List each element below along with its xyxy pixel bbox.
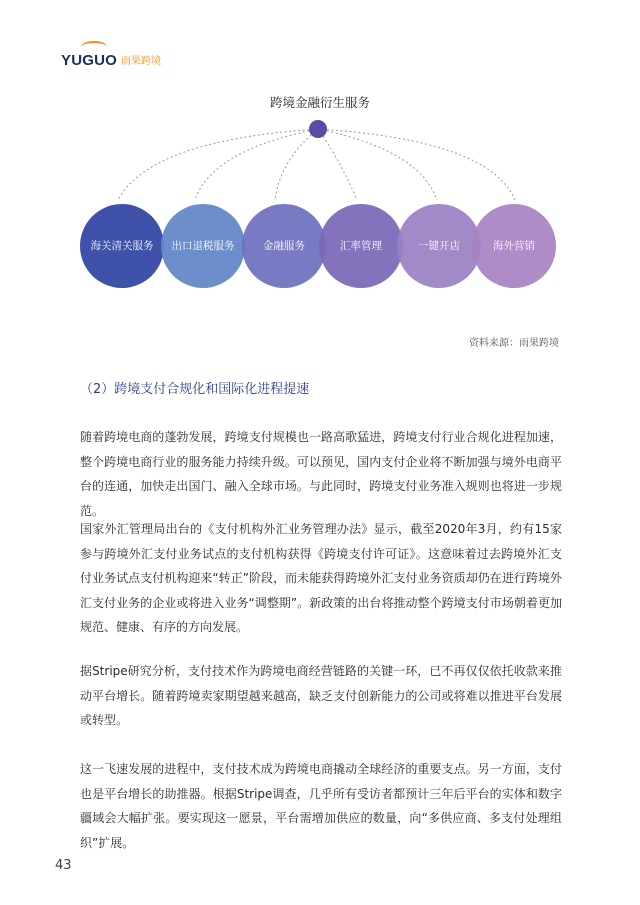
connector-line-5 bbox=[318, 129, 437, 200]
paragraph-1: 随着跨境电商的蓬勃发展，跨境支付规模也一路高歌猛进，跨境支付行业合规化进程加速，整个跨境电商行业的服务能力持续升级。可以预见，国内支付企业将不断加强与境外电商平台的连通，加快走出国门、融入全球市场。与此同时，跨境支付业务准入规则也将进一步规范。 bbox=[80, 430, 562, 518]
service-label-marketing: 海外营销 bbox=[493, 240, 535, 252]
connector-line-3 bbox=[275, 129, 318, 200]
services-diagram bbox=[0, 0, 640, 310]
connector-line-4 bbox=[318, 129, 357, 200]
connector-line-1 bbox=[118, 129, 318, 200]
service-label-store: 一键开店 bbox=[418, 240, 460, 252]
hub-circle bbox=[309, 120, 327, 138]
service-label-tax-refund: 出口退税服务 bbox=[171, 240, 235, 252]
logo-brand-text: YUGUO bbox=[61, 52, 118, 69]
diagram-source: 资料来源：雨果跨境 bbox=[469, 338, 559, 349]
logo-brand-cn: 雨果跨境 bbox=[121, 56, 162, 67]
diagram-title: 跨境金融衍生服务 bbox=[269, 95, 370, 110]
service-label-customs: 海关清关服务 bbox=[90, 240, 154, 252]
paragraph-4: 这一飞速发展的进程中，支付技术成为跨境电商撬动全球经济的重要支点。另一方面，支付也是平台增长的助推器。根据Stripe调查，几乎所有受访者都预计三年后平台的实体和数字疆域会大幅扩张。要实现这一愿景，平台需增加供应的数量，向“多供应商、多支付处理组织”扩展。 bbox=[80, 762, 562, 850]
service-label-finance: 金融服务 bbox=[263, 240, 305, 252]
section-heading: （2）跨境支付合规化和国际化进程提速 bbox=[80, 382, 310, 397]
page-number: 43 bbox=[55, 858, 72, 873]
connector-line-6 bbox=[318, 129, 515, 200]
paragraph-2: 国家外汇管理局出台的《支付机构外汇业务管理办法》显示，截至2020年3月，约有15家参与跨境外汇支付业务试点的支付机构获得《跨境支付许可证》。这意味着过去跨境外汇支付业务试点支付机构迎来“转正”阶段，而未能获得跨境外汇支付业务资质却仍在进行跨境外汇支付业务的企业或将进入业务“调整期”。新政策的出台将推动整个跨境支付市场朝着更加规范、健康、有序的方向发展。 bbox=[80, 522, 562, 634]
connector-line-2 bbox=[195, 129, 318, 200]
paragraph-3: 据Stripe研究分析，支付技术作为跨境电商经营链路的关键一环，已不再仅仅依托收款来推动平台增长。随着跨境卖家期望越来越高，缺乏支付创新能力的公司或将难以推进平台发展或转型。 bbox=[80, 664, 562, 727]
service-label-fx: 汇率管理 bbox=[340, 240, 382, 252]
